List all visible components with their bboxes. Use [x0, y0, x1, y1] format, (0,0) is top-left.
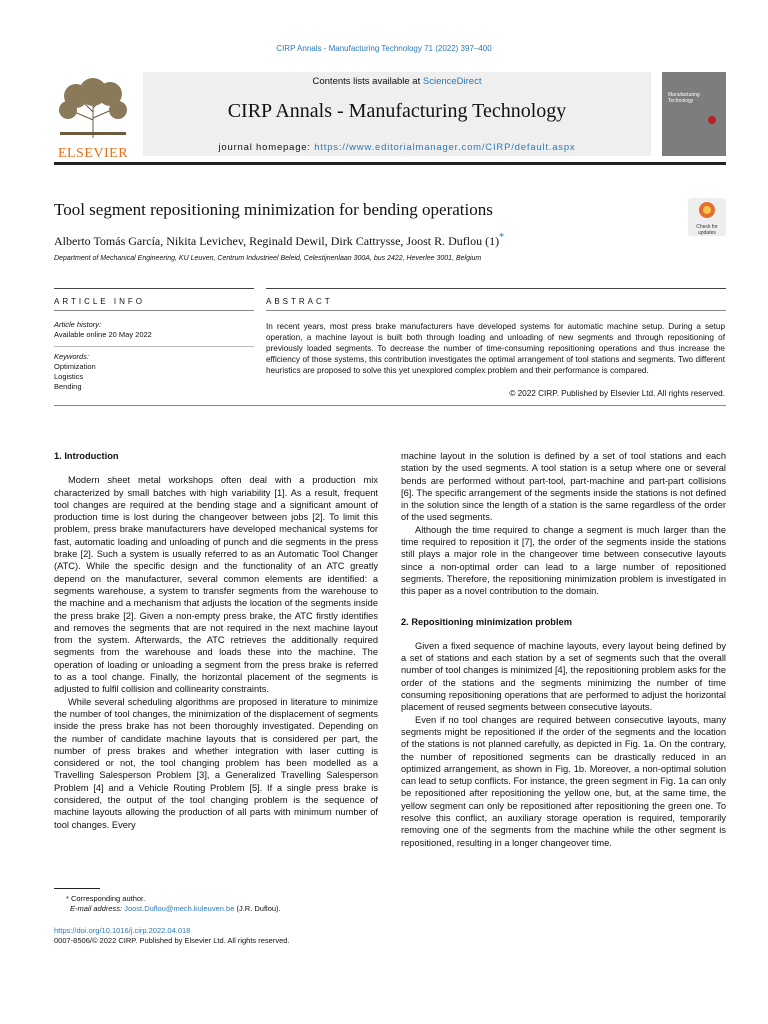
section-2-heading: 2. Repositioning minimization problem: [401, 616, 572, 627]
check-updates-icon: [698, 201, 716, 219]
left-column: [54, 450, 378, 831]
abstract-rule: [266, 288, 726, 289]
keyword: Optimization: [54, 362, 96, 371]
article-history: [54, 320, 254, 340]
doi-link[interactable]: https://doi.org/10.1016/j.cirp.2022.04.018: [54, 926, 191, 935]
article-title: Tool segment repositioning minimization for bending operations: [54, 200, 493, 219]
keywords-rule: [54, 346, 254, 347]
keyword: Bending: [54, 382, 82, 391]
corresponding-author-mark[interactable]: *: [499, 232, 505, 243]
email-suffix: (J.R. Duflou).: [234, 904, 281, 913]
intro-paragraph-2: While several scheduling algorithms are proposed in literature to minimize the number of tool changes, the minimization of the displacement of segments inside the press brake has not been thoroughly investigated. Depending on the number of candidate machine layouts that is considered per part, the number of press brakes and whether integration with laser cutting is considered or not, the tool changing problem has been modelled as a Travelling Salesperson Problem [3], a Generalized Travelling Salesperson Problem [4] and a Vehicle Routing Problem [5]. If a single press brake is considered, the output of the tool changing problem is the sequence of machine layouts allowing the production of all parts with minimum number of tool changes. Every: [54, 696, 378, 830]
intro-paragraph-3: machine layout in the solution is defined by a set of tool stations and each station by the used segments. A tool station is a setup where one or several bends are performed without part-tool, part-machine and part-part collisions [6]. The specific arrangement of the segments inside the stations is not defined in the solution since the length of a station is the same regardless of the order of the used segments.: [401, 451, 726, 523]
abstract-subrule: [266, 310, 726, 311]
intro-paragraph-4: Although the time required to change a segment is much larger than the time required to reposition it [7], the order of the segments inside the stations still plays a major role in the changeover time between consecutive layouts since a non-optimal order can lead to a large number of repositioned segments. Therefore, the repositioning minimization problem is investigated in this paper as a novel contribution to the domain.: [401, 524, 726, 597]
journal-cover[interactable]: [662, 72, 726, 156]
doi-block: [54, 926, 384, 946]
journal-citation[interactable]: CIRP Annals - Manufacturing Technology 71 (2022) 397–400: [276, 44, 492, 53]
header-divider: [54, 162, 726, 165]
author-names: Alberto Tomás García, Nikita Levichev, Reginald Dewil, Dirk Cattrysse, Joost R. Duflou (1): [54, 234, 500, 248]
contents-line: [143, 76, 651, 87]
sciencedirect-link[interactable]: ScienceDirect: [422, 76, 482, 87]
issn-copyright: 0007-8506/© 2022 CIRP. Published by Elsevier Ltd. All rights reserved.: [54, 936, 290, 945]
footnote-block: [66, 894, 376, 914]
abstract-text: In recent years, most press brake manufacturers have developed systems for automatic machine setup. During a setup operation, a machine layout is built both through loading and unloading of new segments and through repositioning of previously loaded segments. To decrease the number of time-consuming repositioning operations and thus increase the efficiency of those systems, this contribution investigates the optimal arrangement of tool stations and segments. Two different heuristics are proposed to solve this yet unexplored complex problem and their performance is compared.: [266, 322, 725, 376]
footnote-rule: [54, 888, 100, 889]
history-label: Article history:: [54, 320, 102, 329]
article-info-heading: ARTICLE INFO: [54, 297, 145, 306]
abstract-bottom-rule: [54, 405, 726, 406]
elsevier-tree-icon: [52, 72, 134, 140]
elsevier-wordmark: ELSEVIER: [57, 146, 129, 161]
check-for-updates-badge[interactable]: [688, 198, 726, 236]
keyword: Logistics: [54, 372, 84, 381]
check-updates-label: Check for updates: [696, 224, 718, 236]
cover-title: Manufacturing Technology: [668, 92, 700, 104]
section-2-paragraph-2: Even if no tool changes are required between consecutive layouts, many segments might be repositioned if the order of the segments and the location of the stations is not planned carefully, as depicted in Fig. 1a. On the contrary, the number of repositioned segments can be drastically reduced in an optimized arrangement, as shown in Fig. 1b. Moreover, a non-optimal solution can lead to setup conflicts. For instance, the green segment in Fig. 1a can only be repositioned after repositioning the yellow one, but, at the same time, the yellow segment can only be repositioned after repositioning the green one. To resolve this conflict, an auxiliary storage operation is required, temporarily removing one of the segments from the machine while the other segment is repositioned, resulting in a longer changeover time.: [401, 714, 726, 848]
journal-title: CIRP Annals - Manufacturing Technology: [227, 100, 567, 122]
contents-prefix: Contents lists available at: [312, 76, 423, 87]
journal-homepage: [143, 142, 651, 153]
author-email-link[interactable]: Joost.Duflou@mech.kuleuven.be: [124, 904, 235, 913]
corresponding-author-note: * Corresponding author.: [66, 894, 146, 903]
abstract-heading: ABSTRACT: [266, 297, 333, 306]
history-value: Available online 20 May 2022: [54, 330, 152, 339]
keywords-block: [54, 352, 254, 392]
email-label: E-mail address:: [70, 904, 125, 913]
affiliation: Department of Mechanical Engineering, KU Leuven, Centrum Industrieel Beleid, Celestijnenlaan 300A, bus 2422, Heverlee 3001, Belgium: [54, 255, 482, 262]
right-column: [401, 450, 726, 849]
homepage-label: journal homepage:: [218, 142, 315, 153]
keywords-label: Keywords:: [54, 352, 90, 361]
article-info-rule: [54, 288, 254, 289]
section-2-paragraph-1: Given a fixed sequence of machine layouts, every layout being defined by a set of stations and each station by a set of segments such that the overall number of tool changes is minimized [4], the repositioning problem asks for the order of the stations and the segments minimizing the number of time consuming repositioning operations that are performed to adjust the horizontal placement of reused segments between consecutive layouts.: [401, 640, 726, 713]
cover-emblem-icon: [708, 116, 716, 124]
elsevier-logo: [52, 72, 134, 161]
article-info-subrule: [54, 310, 254, 311]
homepage-link[interactable]: https://www.editorialmanager.com/CIRP/default.aspx: [314, 142, 576, 153]
section-1-heading: 1. Introduction: [54, 451, 119, 461]
intro-paragraph-1: Modern sheet metal workshops often deal with a production mix characterized by small batches with high variability [1]. As a result, frequent tool changes are required at the bending stage and a significant amount of production time is lost during the changeover between jobs [2]. To limit this problem, press brake manufacturers have developed mechanical systems for fast, automatic loading and unloading of punch and die segments in the press brake [2]. Such a system is usually referred to as an Automatic Tool Changer (ATC). While the specific design and the functionality of an ATC greatly depend on the manufacturer, several common elements are identified: a segments warehouse, a system to transfer segments from the warehouse to the machine and a mechanism that adjusts the location of the segments inside the press brake [2]. Given a non-empty press brake, the ATC firstly identifies and removes the segments that are not required in the next machine layout from the system. Afterwards, the ATC retrieves the additionally required segments from the warehouse and loads these into the machine. The operation of loading or unloading a segment from the press brake is referred to as a tool change. Finally, the horizontal placement of the segments is adjusted to fulfil collision and collinearity constraints.: [54, 475, 378, 695]
author-list: [54, 232, 504, 249]
abstract-copyright: © 2022 CIRP. Published by Elsevier Ltd. All rights reserved.: [509, 389, 725, 398]
